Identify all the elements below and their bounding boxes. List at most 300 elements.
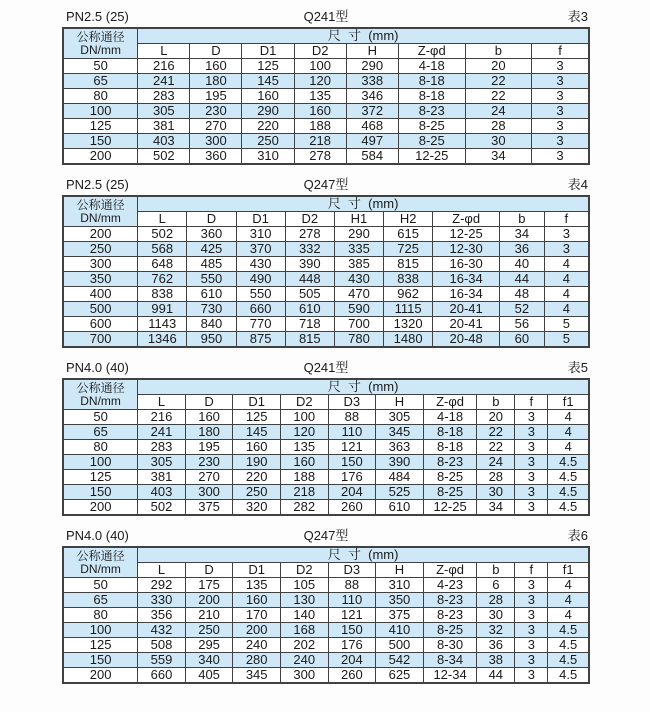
column-header-row (63, 395, 589, 410)
dimension-value-cell: 3 (515, 638, 548, 653)
dimension-value-cell: 550 (236, 287, 285, 302)
dimension-value-cell: 310 (376, 578, 424, 593)
dimension-value-cell: 20 (477, 410, 515, 425)
dimension-value-cell: 135 (280, 440, 328, 455)
dimension-value-cell: 725 (384, 242, 433, 257)
column-header: D1 (233, 395, 281, 410)
table-row (63, 227, 589, 242)
dn-column-header (63, 547, 138, 578)
dimension-value-cell: 4.5 (548, 470, 589, 485)
dimension-value-cell: 370 (236, 242, 285, 257)
dimension-value-cell: 100 (294, 59, 346, 74)
dn-value-cell: 80 (63, 440, 138, 455)
dimension-value-cell: 3 (532, 74, 590, 89)
dimension-value-cell: 30 (465, 134, 531, 149)
column-header: Z-φd (423, 395, 477, 410)
dimension-value-cell: 4.5 (548, 485, 589, 500)
dimension-value-cell: 335 (334, 242, 383, 257)
dimension-value-cell: 815 (285, 332, 334, 348)
dimension-value-cell: 338 (346, 74, 398, 89)
dimension-value-cell: 175 (185, 578, 233, 593)
table-body (63, 59, 589, 165)
dimension-value-cell: 3 (515, 608, 548, 623)
dn-value-cell: 600 (63, 317, 138, 332)
table-row (63, 623, 589, 638)
dn-value-cell: 200 (63, 500, 138, 516)
column-header: H (346, 44, 398, 59)
dimension-value-cell: 12-25 (423, 500, 477, 516)
dn-value-cell: 80 (63, 608, 138, 623)
dn-header-line: 公称通径 (76, 29, 125, 44)
dimension-value-cell: 190 (233, 455, 281, 470)
dimension-value-cell: 290 (334, 227, 383, 242)
valve-model-label: Q241型 (303, 9, 349, 24)
dimension-value-cell: 610 (187, 287, 236, 302)
dn-value-cell: 150 (63, 485, 138, 500)
dimension-value-cell: 8-25 (423, 470, 477, 485)
table-section (62, 174, 590, 348)
dimension-value-cell: 3 (544, 227, 589, 242)
dn-header-line: DN/mm (80, 42, 121, 57)
dn-header-line: DN/mm (80, 210, 121, 225)
dimension-value-cell: 22 (477, 440, 515, 455)
dimension-value-cell: 3 (532, 89, 590, 104)
dimension-value-cell: 121 (328, 608, 376, 623)
dimension-value-cell: 22 (477, 425, 515, 440)
dimension-value-cell: 8-30 (423, 638, 477, 653)
dimension-value-cell: 375 (185, 500, 233, 516)
dimension-value-cell: 110 (328, 425, 376, 440)
dimension-value-cell: 12-30 (433, 242, 500, 257)
dimension-value-cell: 448 (285, 272, 334, 287)
dimension-value-cell: 4 (548, 593, 589, 608)
dimension-value-cell: 160 (280, 455, 328, 470)
dimension-value-cell: 4 (548, 440, 589, 455)
dimension-value-cell: 12-25 (433, 227, 500, 242)
dimension-value-cell: 345 (233, 668, 281, 684)
dimension-value-cell: 38 (477, 653, 515, 668)
table-row (63, 440, 589, 455)
dn-value-cell: 100 (63, 455, 138, 470)
pressure-rating-label: PN4.0 (40) (66, 528, 129, 543)
dimension-value-cell: 100 (280, 410, 328, 425)
dimension-value-cell: 390 (285, 257, 334, 272)
dimension-value-cell: 1143 (138, 317, 187, 332)
column-header: L (138, 44, 190, 59)
dn-value-cell: 700 (63, 332, 138, 348)
dimension-value-cell: 218 (294, 134, 346, 149)
dimension-value-cell: 8-18 (423, 425, 477, 440)
column-header: f1 (548, 395, 589, 410)
dn-value-cell: 65 (63, 425, 138, 440)
table-row (63, 578, 589, 593)
dimension-value-cell: 648 (138, 257, 187, 272)
dimension-value-cell: 305 (138, 104, 190, 119)
table-body (63, 227, 589, 348)
dimension-value-cell: 6 (477, 578, 515, 593)
column-header: D2 (285, 212, 334, 227)
dimension-value-cell: 125 (242, 59, 294, 74)
dimension-value-cell: 180 (185, 425, 233, 440)
table-row (63, 470, 589, 485)
table-body (63, 410, 589, 516)
dimension-value-cell: 502 (138, 149, 190, 165)
column-header: D (190, 44, 242, 59)
dimension-value-cell: 360 (190, 149, 242, 165)
dimension-value-cell: 30 (477, 485, 515, 500)
dimension-value-cell: 40 (500, 257, 545, 272)
dimension-value-cell: 24 (465, 104, 531, 119)
dimension-value-cell: 60 (500, 332, 545, 348)
dimension-value-cell: 150 (328, 455, 376, 470)
table-titlebar (62, 6, 590, 27)
dimension-value-cell: 3 (515, 593, 548, 608)
dimension-value-cell: 1320 (384, 317, 433, 332)
dimension-value-cell: 202 (280, 638, 328, 653)
dimension-value-cell: 4-18 (398, 59, 465, 74)
column-header: L (138, 395, 186, 410)
dimension-value-cell: 8-25 (423, 623, 477, 638)
dimension-value-cell: 34 (500, 227, 545, 242)
dimension-value-cell: 5 (544, 317, 589, 332)
dimension-value-cell: 8-25 (398, 119, 465, 134)
dimension-value-cell: 230 (185, 455, 233, 470)
size-header-row (63, 379, 589, 395)
dimension-value-cell: 356 (138, 608, 186, 623)
dimension-table (62, 195, 590, 348)
column-header: D (185, 395, 233, 410)
dimension-value-cell: 56 (500, 317, 545, 332)
dimension-value-cell: 125 (233, 410, 281, 425)
dimension-value-cell: 292 (138, 578, 186, 593)
dimension-value-cell: 36 (477, 638, 515, 653)
pressure-rating-label: PN2.5 (25) (66, 177, 129, 192)
dimension-value-cell: 3 (515, 485, 548, 500)
dimension-value-cell: 3 (515, 470, 548, 485)
dn-value-cell: 80 (63, 89, 138, 104)
dn-header-line: 公称通径 (76, 548, 125, 563)
column-header: f (532, 44, 590, 59)
dimension-value-cell: 300 (190, 134, 242, 149)
dn-value-cell: 100 (63, 104, 138, 119)
dimension-value-cell: 340 (185, 653, 233, 668)
dimension-value-cell: 610 (376, 500, 424, 516)
dn-column-header (63, 28, 138, 59)
dimension-value-cell: 230 (190, 104, 242, 119)
dimension-value-cell: 200 (233, 623, 281, 638)
dimension-table (62, 378, 590, 516)
dimension-value-cell: 22 (465, 89, 531, 104)
dimension-value-cell: 500 (376, 638, 424, 653)
dimension-value-cell: 3 (515, 500, 548, 516)
dimension-value-cell: 120 (294, 74, 346, 89)
column-header: f (515, 563, 548, 578)
dimension-value-cell: 660 (236, 302, 285, 317)
column-header: D2 (280, 395, 328, 410)
dimension-value-cell: 403 (138, 134, 190, 149)
dimension-value-cell: 584 (346, 149, 398, 165)
dimension-value-cell: 16-30 (433, 257, 500, 272)
dimension-value-cell: 838 (384, 272, 433, 287)
table-row (63, 608, 589, 623)
dimension-value-cell: 410 (376, 623, 424, 638)
dimension-value-cell: 660 (138, 668, 186, 684)
dimension-value-cell: 170 (233, 608, 281, 623)
table-row (63, 104, 589, 119)
dimension-value-cell: 4 (544, 272, 589, 287)
column-header: D2 (294, 44, 346, 59)
table-row (63, 410, 589, 425)
dimension-value-cell: 180 (190, 74, 242, 89)
dimension-value-cell: 385 (334, 257, 383, 272)
column-header: H (376, 563, 424, 578)
size-header: 尺 寸 (mm) (138, 379, 589, 395)
table-row (63, 332, 589, 348)
dimension-value-cell: 278 (294, 149, 346, 165)
column-header: Z-φd (398, 44, 465, 59)
dimension-value-cell: 22 (465, 74, 531, 89)
column-header: H1 (334, 212, 383, 227)
column-header: f (544, 212, 589, 227)
column-header: D1 (236, 212, 285, 227)
dimension-value-cell: 12-34 (423, 668, 477, 684)
dimension-value-cell: 4 (544, 257, 589, 272)
dn-value-cell: 50 (63, 59, 138, 74)
dn-value-cell: 125 (63, 119, 138, 134)
dimension-value-cell: 3 (532, 104, 590, 119)
dimension-value-cell: 484 (376, 470, 424, 485)
dn-value-cell: 50 (63, 410, 138, 425)
dimension-value-cell: 375 (376, 608, 424, 623)
dimension-value-cell: 4 (548, 578, 589, 593)
dn-value-cell: 200 (63, 668, 138, 684)
column-header: f (515, 395, 548, 410)
dn-value-cell: 200 (63, 227, 138, 242)
column-header: b (477, 395, 515, 410)
dimension-value-cell: 346 (346, 89, 398, 104)
dimension-value-cell: 241 (138, 74, 190, 89)
dimension-value-cell: 8-25 (423, 485, 477, 500)
table-number-label: 表3 (567, 9, 588, 24)
dn-value-cell: 200 (63, 149, 138, 165)
dimension-value-cell: 610 (285, 302, 334, 317)
dimension-value-cell: 3 (515, 440, 548, 455)
dimension-value-cell: 470 (334, 287, 383, 302)
dimension-value-cell: 220 (242, 119, 294, 134)
dn-value-cell: 65 (63, 74, 138, 89)
table-row (63, 59, 589, 74)
dimension-value-cell: 120 (280, 425, 328, 440)
table-row (63, 74, 589, 89)
dimension-value-cell: 490 (236, 272, 285, 287)
dimension-value-cell: 218 (280, 485, 328, 500)
dimension-value-cell: 525 (376, 485, 424, 500)
column-header: b (465, 44, 531, 59)
dimension-table (62, 27, 590, 165)
dimension-value-cell: 290 (242, 104, 294, 119)
dimension-value-cell: 350 (376, 593, 424, 608)
column-header: f1 (548, 563, 589, 578)
dimension-value-cell: 332 (285, 242, 334, 257)
dimension-value-cell: 160 (233, 593, 281, 608)
column-header: H (376, 395, 424, 410)
dn-value-cell: 125 (63, 470, 138, 485)
dimension-value-cell: 8-23 (423, 608, 477, 623)
table-number-label: 表5 (567, 360, 588, 375)
dimension-value-cell: 502 (138, 500, 186, 516)
table-row (63, 500, 589, 516)
dimension-value-cell: 204 (328, 485, 376, 500)
table-titlebar (62, 357, 590, 378)
dimension-value-cell: 770 (236, 317, 285, 332)
dn-value-cell: 250 (63, 242, 138, 257)
column-header: H2 (384, 212, 433, 227)
table-row (63, 668, 589, 684)
dimension-value-cell: 195 (190, 89, 242, 104)
dimension-value-cell: 838 (138, 287, 187, 302)
dn-value-cell: 125 (63, 638, 138, 653)
dimension-value-cell: 4 (548, 608, 589, 623)
dimension-value-cell: 241 (138, 425, 186, 440)
dimension-value-cell: 283 (138, 89, 190, 104)
dimension-value-cell: 283 (138, 440, 186, 455)
dimension-value-cell: 4.5 (548, 500, 589, 516)
dimension-value-cell: 1115 (384, 302, 433, 317)
table-row (63, 317, 589, 332)
dimension-table (62, 546, 590, 684)
dimension-value-cell: 4.5 (548, 623, 589, 638)
dimension-value-cell: 4-18 (423, 410, 477, 425)
column-header: D (185, 563, 233, 578)
dimension-value-cell: 320 (233, 500, 281, 516)
dimension-value-cell: 12-25 (398, 149, 465, 165)
dimension-value-cell: 550 (187, 272, 236, 287)
dimension-value-cell: 34 (465, 149, 531, 165)
dimension-value-cell: 16-34 (433, 287, 500, 302)
column-header: D1 (233, 563, 281, 578)
column-header: Z-φd (423, 563, 477, 578)
table-row (63, 302, 589, 317)
dimension-value-cell: 310 (236, 227, 285, 242)
dimension-value-cell: 4.5 (548, 653, 589, 668)
dn-value-cell: 65 (63, 593, 138, 608)
dn-value-cell: 500 (63, 302, 138, 317)
dimension-value-cell: 8-18 (398, 89, 465, 104)
dimension-value-cell: 363 (376, 440, 424, 455)
dimension-value-cell: 176 (328, 638, 376, 653)
table-row (63, 257, 589, 272)
dimension-value-cell: 502 (138, 227, 187, 242)
dimension-value-cell: 216 (138, 59, 190, 74)
dimension-value-cell: 4.5 (548, 668, 589, 684)
table-row (63, 272, 589, 287)
dimension-value-cell: 305 (376, 410, 424, 425)
dimension-value-cell: 700 (334, 317, 383, 332)
table-body (63, 578, 589, 684)
size-header-row (63, 196, 589, 212)
dimension-value-cell: 780 (334, 332, 383, 348)
dimension-value-cell: 4 (544, 287, 589, 302)
dimension-value-cell: 425 (187, 242, 236, 257)
dimension-value-cell: 991 (138, 302, 187, 317)
dimension-value-cell: 20 (465, 59, 531, 74)
dimension-value-cell: 160 (242, 89, 294, 104)
dn-column-header (63, 196, 138, 227)
dimension-value-cell: 3 (515, 455, 548, 470)
dimension-value-cell: 590 (334, 302, 383, 317)
dimension-value-cell: 160 (185, 410, 233, 425)
dimension-value-cell: 130 (280, 593, 328, 608)
dn-value-cell: 150 (63, 134, 138, 149)
dimension-value-cell: 1480 (384, 332, 433, 348)
dn-header-line: 公称通径 (76, 380, 125, 395)
table-row (63, 89, 589, 104)
dimension-value-cell: 121 (328, 440, 376, 455)
dimension-value-cell: 240 (233, 638, 281, 653)
dimension-value-cell: 44 (500, 272, 545, 287)
dimension-value-cell: 34 (477, 500, 515, 516)
dimension-value-cell: 430 (236, 257, 285, 272)
size-header: 尺 寸 (mm) (138, 196, 589, 212)
dimension-value-cell: 390 (376, 455, 424, 470)
dimension-value-cell: 330 (138, 593, 186, 608)
column-header: Z-φd (433, 212, 500, 227)
dimension-value-cell: 3 (515, 653, 548, 668)
table-titlebar (62, 174, 590, 195)
column-header: D2 (280, 563, 328, 578)
dimension-value-cell: 5 (544, 332, 589, 348)
table-section (62, 357, 590, 516)
dimension-value-cell: 8-18 (398, 74, 465, 89)
pressure-rating-label: PN4.0 (40) (66, 360, 129, 375)
table-row (63, 653, 589, 668)
dimension-value-cell: 360 (187, 227, 236, 242)
dn-value-cell: 100 (63, 623, 138, 638)
dimension-value-cell: 625 (376, 668, 424, 684)
dn-header-line: DN/mm (80, 393, 121, 408)
table-titlebar (62, 525, 590, 546)
dimension-value-cell: 4 (544, 302, 589, 317)
table-section (62, 6, 590, 165)
dimension-value-cell: 160 (233, 440, 281, 455)
size-header-row (63, 28, 589, 44)
dimension-value-cell: 260 (328, 668, 376, 684)
dimension-value-cell: 568 (138, 242, 187, 257)
dimension-value-cell: 615 (384, 227, 433, 242)
table-number-label: 表4 (567, 177, 588, 192)
column-header: D (187, 212, 236, 227)
table-row (63, 287, 589, 302)
table-number-label: 表6 (567, 528, 588, 543)
dimension-value-cell: 270 (190, 119, 242, 134)
column-header: D3 (328, 395, 376, 410)
table-row (63, 119, 589, 134)
dimension-value-cell: 135 (233, 578, 281, 593)
column-header: L (138, 563, 186, 578)
dimension-value-cell: 4 (548, 425, 589, 440)
dimension-value-cell: 3 (532, 149, 590, 165)
dimension-value-cell: 110 (328, 593, 376, 608)
dimension-value-cell: 250 (233, 485, 281, 500)
dimension-value-cell: 48 (500, 287, 545, 302)
dimension-value-cell: 542 (376, 653, 424, 668)
valve-model-label: Q247型 (303, 528, 349, 543)
table-section (62, 525, 590, 684)
dimension-value-cell: 1346 (138, 332, 187, 348)
table-row (63, 425, 589, 440)
dimension-value-cell: 250 (242, 134, 294, 149)
dimension-value-cell: 28 (465, 119, 531, 134)
